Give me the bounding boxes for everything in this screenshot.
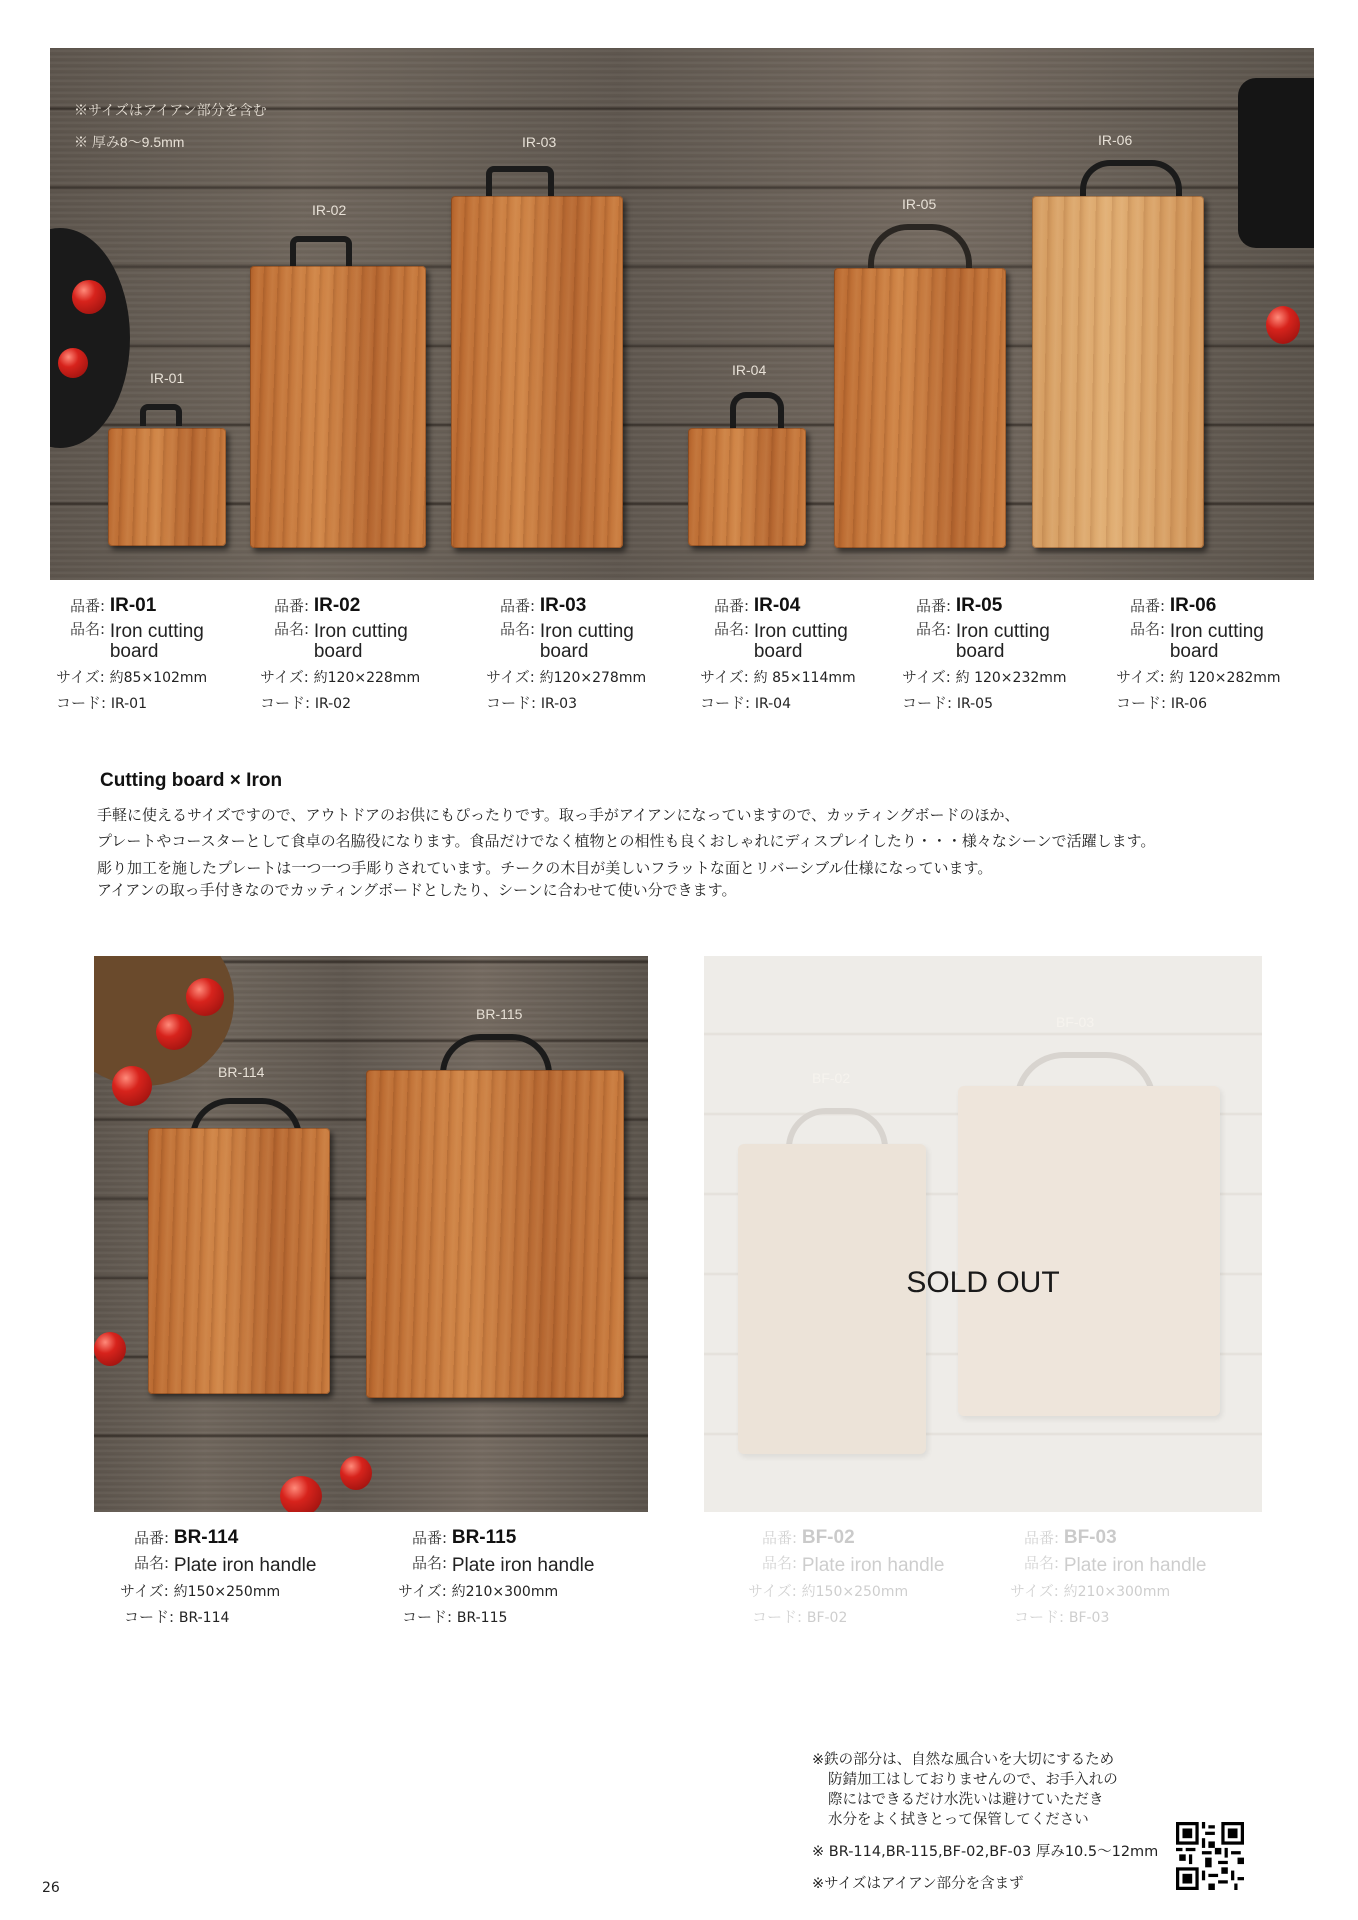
label-size: サイズ: [748, 1582, 797, 1600]
label-name: 品名: [412, 1554, 448, 1572]
label-name: 品名: [500, 620, 536, 638]
photo-label-ir-02: IR-02 [312, 202, 347, 218]
top-product-photo [50, 48, 1314, 580]
spec-bf-02 [748, 1526, 1008, 1646]
product-code: IR-02 [313, 595, 361, 616]
label-code: 品番: [1130, 597, 1166, 615]
product-code: BF-02 [801, 1527, 855, 1548]
product-name: Plate iron handle [173, 1555, 317, 1576]
label-name: 品名: [916, 620, 952, 638]
photo-label-br-114: BR-114 [218, 1064, 265, 1080]
tomato [112, 1066, 152, 1106]
product-name: Iron cutting board [955, 621, 1050, 662]
label-name: 品名: [1130, 620, 1166, 638]
bf-product-photo [704, 956, 1262, 1512]
tomato [58, 348, 88, 378]
label-code: 品番: [762, 1529, 798, 1547]
product-code: BF-03 [1063, 1527, 1117, 1548]
board-ir-05 [834, 268, 1006, 548]
label-barcode: コード: [1116, 694, 1167, 712]
spec-ir-02 [260, 594, 460, 714]
board-bf-03 [958, 1086, 1220, 1416]
product-barcode: BR-114 [178, 1610, 230, 1626]
photo-label-ir-03: IR-03 [522, 134, 557, 150]
product-code: BR-114 [173, 1527, 239, 1548]
product-code: IR-04 [753, 595, 801, 616]
product-name: Iron cutting board [753, 621, 848, 662]
product-size: 約120×278mm [539, 670, 647, 686]
photo-label-bf-03: BF-03 [1056, 1014, 1095, 1030]
photo-label-bf-02: BF-02 [812, 1070, 851, 1086]
product-barcode: IR-02 [314, 696, 351, 712]
label-barcode: コード: [56, 694, 107, 712]
product-size: 約 85×114mm [753, 670, 856, 686]
label-size: サイズ: [1010, 1582, 1059, 1600]
label-size: サイズ: [260, 668, 309, 686]
label-code: 品番: [916, 597, 952, 615]
description-line: 手軽に使えるサイズですので、アウトドアのお供にもぴったりです。取っ手がアイアンになっていますので、カッティングボードのほか、 [97, 806, 1020, 824]
label-code: 品番: [1024, 1529, 1060, 1547]
product-name: Plate iron handle [451, 1555, 595, 1576]
description-line: アイアンの取っ手付きなのでカッティングボードとしたり、シーンに合わせて使い分できます。 [97, 881, 737, 899]
board-br-114 [148, 1128, 330, 1394]
label-barcode: コード: [1014, 1608, 1065, 1626]
label-code: 品番: [70, 597, 106, 615]
description-title: Cutting board × Iron [100, 770, 283, 791]
product-size: 約210×300mm [451, 1584, 559, 1600]
tomato [340, 1456, 372, 1490]
label-barcode: コード: [260, 694, 311, 712]
product-barcode: IR-03 [540, 696, 577, 712]
label-name: 品名: [714, 620, 750, 638]
board-ir-01 [108, 428, 226, 546]
sold-out-label: SOLD OUT [906, 1266, 1060, 1299]
product-size: 約120×228mm [313, 670, 421, 686]
product-code: IR-05 [955, 595, 1003, 616]
spec-ir-04 [700, 594, 900, 714]
label-barcode: コード: [486, 694, 537, 712]
tomato [186, 978, 224, 1016]
spec-ir-05 [902, 594, 1102, 714]
tomato [94, 1332, 126, 1366]
label-size: サイズ: [700, 668, 749, 686]
label-barcode: コード: [402, 1608, 453, 1626]
product-size: 約 120×282mm [1169, 670, 1281, 686]
spec-ir-03 [486, 594, 686, 714]
board-ir-04 [688, 428, 806, 546]
product-barcode: BF-02 [806, 1610, 848, 1626]
label-name: 品名: [134, 1554, 170, 1572]
product-name: Plate iron handle [1063, 1555, 1207, 1576]
spec-br-114 [120, 1526, 380, 1646]
label-size: サイズ: [902, 668, 951, 686]
photo-label-ir-05: IR-05 [902, 196, 937, 212]
product-barcode: BF-03 [1068, 1610, 1110, 1626]
product-name: Iron cutting board [109, 621, 204, 662]
board-ir-02 [250, 266, 426, 548]
spec-ir-06 [1116, 594, 1336, 714]
product-size: 約85×102mm [109, 670, 208, 686]
size-exclusion-note: ※サイズはアイアン部分を含まず [812, 1876, 1024, 1892]
product-size: 約210×300mm [1063, 1584, 1171, 1600]
label-size: サイズ: [1116, 668, 1165, 686]
label-barcode: コード: [902, 694, 953, 712]
page-number: 26 [42, 1880, 60, 1896]
product-barcode: IR-01 [110, 696, 147, 712]
description-line: 彫り加工を施したプレートは一つ一つ手彫りされています。チークの木目が美しいフラットな面とリバーシブル仕様になっています。 [97, 859, 993, 877]
skillet-right [1238, 78, 1314, 248]
product-barcode: IR-06 [1170, 696, 1207, 712]
iron-handle [786, 1108, 888, 1148]
spec-bf-03 [1010, 1526, 1270, 1646]
product-name: Iron cutting board [539, 621, 634, 662]
iron-handle [140, 404, 182, 426]
tomato [156, 1014, 192, 1050]
spec-br-115 [398, 1526, 658, 1646]
label-name: 品名: [70, 620, 106, 638]
top-photo-note2: ※ 厚み8〜9.5mm [74, 134, 185, 150]
product-code: BR-115 [451, 1527, 517, 1548]
label-code: 品番: [500, 597, 536, 615]
br-product-photo [94, 956, 648, 1512]
label-barcode: コード: [752, 1608, 803, 1626]
label-name: 品名: [1024, 1554, 1060, 1572]
iron-care-note: 防錆加工はしておりませんので、お手入れの [828, 1772, 1118, 1788]
product-name: Plate iron handle [801, 1555, 945, 1576]
iron-care-note: ※鉄の部分は、自然な風合いを大切にするため [812, 1752, 1115, 1768]
product-name: Iron cutting board [313, 621, 408, 662]
spec-ir-01 [56, 594, 256, 714]
board-br-115 [366, 1070, 624, 1398]
product-size: 約150×250mm [801, 1584, 909, 1600]
tomato [1266, 306, 1300, 344]
product-barcode: IR-05 [956, 696, 993, 712]
product-barcode: IR-04 [754, 696, 791, 712]
product-code: IR-06 [1169, 595, 1217, 616]
product-size: 約150×250mm [173, 1584, 281, 1600]
skillet-left [50, 228, 130, 448]
label-size: サイズ: [486, 668, 535, 686]
tomato [280, 1476, 322, 1512]
description-line: プレートやコースターとして食卓の名脇役になります。食品だけでなく植物との相性も良くおしゃれにディスプレイしたり・・・様々なシーンで活躍します。 [97, 832, 1156, 850]
product-barcode: BR-115 [456, 1610, 508, 1626]
label-name: 品名: [762, 1554, 798, 1572]
iron-care-note: 水分をよく拭きとって保管してください [828, 1812, 1089, 1828]
label-barcode: コード: [700, 694, 751, 712]
label-code: 品番: [714, 597, 750, 615]
product-size: 約 120×232mm [955, 670, 1067, 686]
label-code: 品番: [274, 597, 310, 615]
label-barcode: コード: [124, 1608, 175, 1626]
photo-label-br-115: BR-115 [476, 1006, 523, 1022]
label-code: 品番: [134, 1529, 170, 1547]
label-size: サイズ: [120, 1582, 169, 1600]
label-name: 品名: [274, 620, 310, 638]
tomato [72, 280, 106, 314]
board-ir-03 [451, 196, 623, 548]
top-photo-note1: ※サイズはアイアン部分を含む [74, 102, 267, 118]
photo-label-ir-01: IR-01 [150, 370, 185, 386]
label-code: 品番: [412, 1529, 448, 1547]
product-code: IR-03 [539, 595, 587, 616]
thickness-note: ※ BR-114,BR-115,BF-02,BF-03 厚み10.5〜12mm [812, 1844, 1159, 1860]
label-size: サイズ: [56, 668, 105, 686]
qr-code[interactable] [1176, 1822, 1244, 1890]
photo-label-ir-06: IR-06 [1098, 132, 1133, 148]
product-name: Iron cutting board [1169, 621, 1264, 662]
photo-label-ir-04: IR-04 [732, 362, 767, 378]
label-size: サイズ: [398, 1582, 447, 1600]
board-ir-06 [1032, 196, 1204, 548]
iron-care-note: 際にはできるだけ水洗いは避けていただき [828, 1792, 1104, 1808]
product-code: IR-01 [109, 595, 157, 616]
